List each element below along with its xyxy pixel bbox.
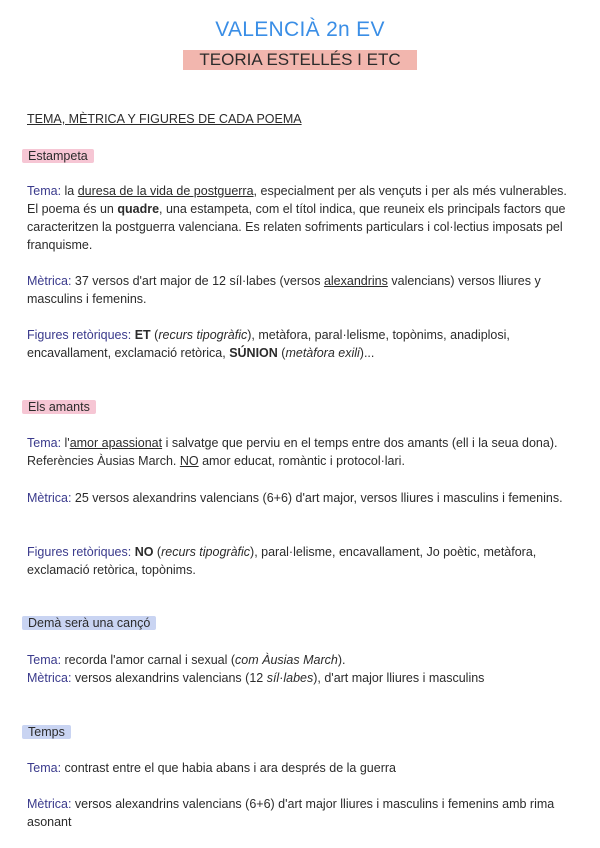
figures-label: Figures retòriques: bbox=[27, 328, 132, 342]
els-amants-metrica bbox=[27, 489, 572, 507]
temps-metrica bbox=[27, 795, 572, 831]
tema-label: Tema: bbox=[27, 184, 62, 198]
text-run: duresa de la vida de postguerra bbox=[77, 184, 254, 198]
text-run: ( bbox=[150, 328, 159, 342]
tema-label: Tema: bbox=[27, 761, 62, 775]
text-run: amor apassionat bbox=[69, 436, 163, 450]
els-amants-figures bbox=[27, 543, 572, 579]
text-run: ( bbox=[277, 346, 286, 360]
text-run: NO bbox=[179, 454, 199, 468]
main-heading: TEMA, MÈTRICA Y FIGURES DE CADA POEMA bbox=[27, 112, 302, 126]
text-run: versos alexandrins valencians (6+6) d'art major lliures i masculins i femenins amb rima asonant bbox=[27, 797, 555, 829]
page-title: VALENCIÀ 2n EV bbox=[215, 18, 385, 41]
metrica-label: Mètrica: bbox=[27, 491, 72, 505]
text-run: ( bbox=[153, 545, 162, 559]
estampeta-metrica bbox=[27, 272, 572, 308]
text-run: ), d'art major lliures i masculins bbox=[313, 671, 485, 685]
metrica-label: Mètrica: bbox=[27, 274, 72, 288]
section-title-temps: Temps bbox=[22, 725, 71, 739]
text-run: síl·labes bbox=[266, 671, 314, 685]
text-run: recurs tipogràfic bbox=[158, 328, 248, 342]
text-run: valencians) versos lliures y masculins i femenins. bbox=[27, 274, 541, 306]
text-run: , una estampeta, com el títol indica, que reuneix els principals factors que caracteritzen la postguerra valenciana. Es relaten sofriments particulars i col·lectius imposats pel franquisme. bbox=[27, 202, 566, 252]
text-run: 25 versos alexandrins valencians (6+6) d'art major, versos lliures i masculins i femenins. bbox=[71, 491, 563, 505]
text-run: l' bbox=[61, 436, 70, 450]
text-run: amor educat, romàntic i protocol·lari. bbox=[198, 454, 405, 468]
text-run: recurs tipogràfic bbox=[161, 545, 251, 559]
temps-tema bbox=[27, 759, 572, 777]
els-amants-tema bbox=[27, 434, 572, 470]
text-run: ), metàfora, paral·lelisme, topònims, anadiplosi, encavallament, exclamació retòrica, bbox=[27, 328, 510, 360]
section-title-dema-sera-una-canco: Demà serà una cançó bbox=[22, 616, 156, 630]
text-run: com Àusias March bbox=[235, 653, 338, 667]
text-run: 37 versos d'art major de 12 síl·labes (versos bbox=[71, 274, 324, 288]
text-run: ET bbox=[134, 328, 151, 342]
text-run: ). bbox=[337, 653, 346, 667]
text-run: )... bbox=[359, 346, 375, 360]
page-subtitle: TEORIA ESTELLÉS I ETC bbox=[183, 50, 416, 70]
section-title-estampeta: Estampeta bbox=[22, 149, 94, 163]
text-run: metàfora exili bbox=[285, 346, 360, 360]
text-run: , especialment per als vençuts i per als més vulnerables. El poema és un bbox=[27, 184, 567, 216]
section-title-els-amants: Els amants bbox=[22, 400, 96, 414]
estampeta-figures bbox=[27, 326, 572, 362]
text-run: contrast entre el que habia abans i ara després de la guerra bbox=[61, 761, 396, 775]
subtitle-wrap bbox=[0, 50, 600, 70]
tema-label: Tema: bbox=[27, 436, 62, 450]
text-run: quadre bbox=[117, 202, 160, 216]
text-run: recorda l'amor carnal i sexual ( bbox=[61, 653, 236, 667]
text-run: alexandrins bbox=[323, 274, 388, 288]
text-run: i salvatge que perviu en el temps entre dos amants (ell i la seua dona). Referències Àusias March. bbox=[27, 436, 558, 468]
text-run: la bbox=[61, 184, 78, 198]
tema-label: Tema: bbox=[27, 653, 62, 667]
text-run: ), paral·lelisme, encavallament, Jo poètic, metàfora, exclamació retòrica, topònims. bbox=[27, 545, 537, 577]
estampeta-tema bbox=[27, 182, 572, 254]
text-run: NO bbox=[134, 545, 154, 559]
metrica-label: Mètrica: bbox=[27, 797, 72, 811]
figures-label: Figures retòriques: bbox=[27, 545, 132, 559]
dema-tema bbox=[27, 651, 572, 669]
metrica-label: Mètrica: bbox=[27, 671, 72, 685]
text-run: SÚNION bbox=[229, 346, 278, 360]
dema-metrica bbox=[27, 669, 572, 687]
text-run: versos alexandrins valencians (12 bbox=[71, 671, 267, 685]
